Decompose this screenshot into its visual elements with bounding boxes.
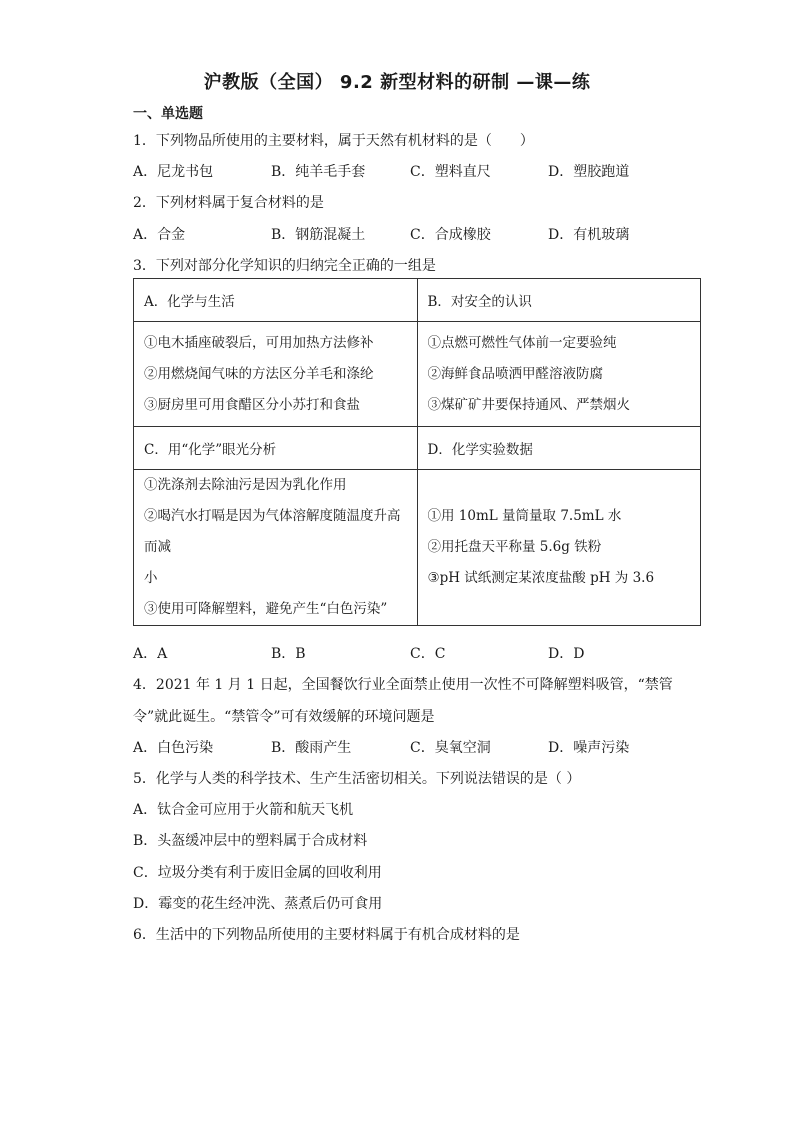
question-1-stem: 1．下列物品所使用的主要材料，属于天然有机材料的是（ ） <box>133 133 534 149</box>
question-3-option-a: A．A <box>133 646 168 662</box>
question-2-option-a: A．合金 <box>133 227 186 243</box>
page-title: 沪教版（全国） 9.2 新型材料的研制 —课—练 <box>203 72 591 93</box>
question-3-stem: 3．下列对部分化学知识的归纳完全正确的一组是 <box>133 258 436 274</box>
question-4-option-a: A．白色污染 <box>133 740 214 756</box>
cell-c-item: ①洗涤剂去除油污是因为乳化作用 <box>144 477 347 493</box>
question-6-stem: 6．生活中的下列物品所使用的主要材料属于有机合成材料的是 <box>133 927 520 943</box>
question-1-option-c: C．塑料直尺 <box>410 164 491 180</box>
question-2-stem: 2．下列材料属于复合材料的是 <box>133 195 324 211</box>
question-5-option-b: B．头盔缓冲层中的塑料属于合成材料 <box>133 833 368 849</box>
question-2-option-d: D．有机玻璃 <box>548 227 630 243</box>
question-4-option-c: C．臭氧空洞 <box>410 740 491 756</box>
cell-a-body <box>134 322 418 427</box>
cell-d-body <box>417 470 701 626</box>
cell-c-head: C．用“化学”眼光分析 <box>134 427 418 470</box>
question-3-table <box>133 278 701 626</box>
question-2-option-b: B．钢筋混凝土 <box>271 227 366 243</box>
cell-c-item: ③使用可降解塑料，避免产生“白色污染” <box>144 601 388 617</box>
question-1-option-d: D．塑胶跑道 <box>548 164 630 180</box>
question-2-option-c: C．合成橡胶 <box>410 227 491 243</box>
cell-c-item: ②喝汽水打嗝是因为气体溶解度随温度升高而减 <box>144 508 401 555</box>
cell-d-item: ③pH 试纸测定某浓度盐酸 pH 为 3.6 <box>427 570 655 586</box>
question-3-option-c: C．C <box>410 646 446 662</box>
question-1-option-b: B．纯羊毛手套 <box>271 164 366 180</box>
cell-b-item: ③煤矿矿井要保持通风、严禁烟火 <box>427 396 630 413</box>
cell-a-item: ③厨房里可用食醋区分小苏打和食盐 <box>144 396 360 413</box>
section-heading: 一、单选题 <box>133 106 203 122</box>
cell-a-item: ②用燃烧闻气味的方法区分羊毛和涤纶 <box>144 365 374 382</box>
cell-d-item: ①用 10mL 量筒量取 7.5mL 水 <box>427 508 622 524</box>
question-5-stem: 5．化学与人类的科学技术、生产生活密切相关。下列说法错误的是（ ） <box>133 771 581 787</box>
cell-a-head: A．化学与生活 <box>134 279 418 322</box>
question-5-option-d: D．霉变的花生经冲洗、蒸煮后仍可食用 <box>133 896 383 912</box>
cell-d-head: D．化学实验数据 <box>417 427 701 470</box>
question-1-option-a: A．尼龙书包 <box>133 164 214 180</box>
cell-b-head: B．对安全的认识 <box>417 279 701 322</box>
question-3-option-b: B．B <box>271 646 306 662</box>
cell-c-item: 小 <box>144 570 158 586</box>
cell-b-body <box>417 322 701 427</box>
cell-b-item: ①点燃可燃性气体前一定要验纯 <box>427 334 617 351</box>
cell-b-item: ②海鲜食品喷洒甲醛溶液防腐 <box>427 365 603 382</box>
question-5-option-a: A．钛合金可应用于火箭和航天飞机 <box>133 802 354 818</box>
question-4-option-b: B．酸雨产生 <box>271 740 352 756</box>
question-3-option-d: D．D <box>548 646 585 662</box>
question-4-stem-line-2: 令”就此诞生。“禁管令”可有效缓解的环境问题是 <box>133 709 435 725</box>
question-4-stem-line-1: 4．2021 年 1 月 1 日起，全国餐饮行业全面禁止使用一次性不可降解塑料吸管，“禁管 <box>133 677 673 693</box>
cell-d-item: ②用托盘天平称量 5.6g 铁粉 <box>427 539 602 555</box>
question-4-option-d: D．噪声污染 <box>548 740 630 756</box>
cell-c-body <box>134 470 418 626</box>
cell-a-item: ①电木插座破裂后，可用加热方法修补 <box>144 334 374 351</box>
question-5-option-c: C．垃圾分类有利于废旧金属的回收利用 <box>133 865 382 881</box>
